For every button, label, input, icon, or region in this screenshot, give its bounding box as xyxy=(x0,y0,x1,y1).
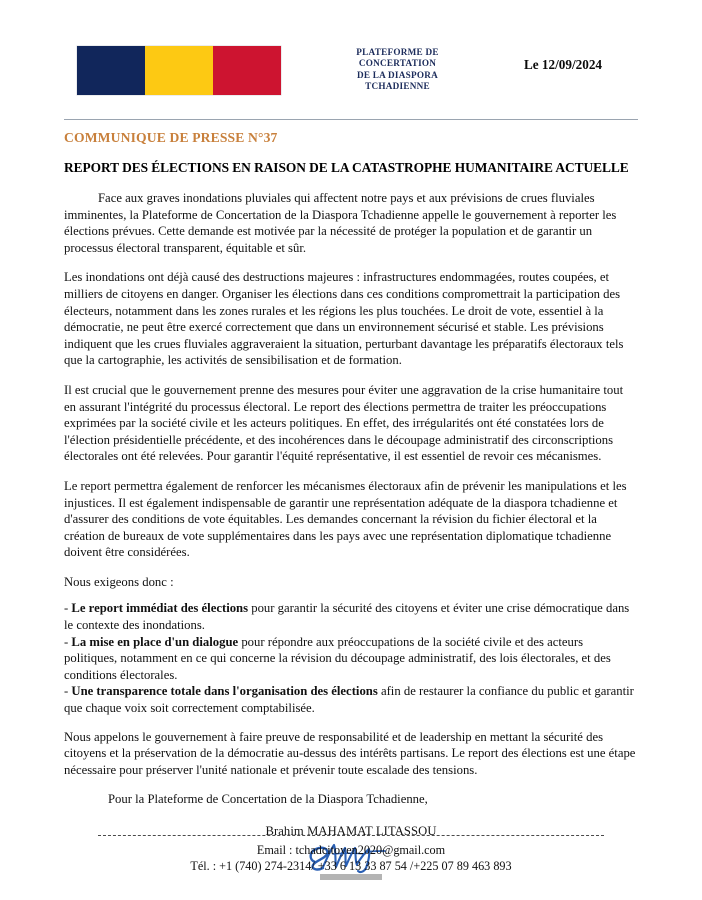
document-footer xyxy=(64,835,638,874)
footer-phone: Tél. : +1 (740) 274-2314/ +33 6 13 33 87 54 /+225 07 89 463 893 xyxy=(190,858,512,873)
header-divider xyxy=(64,119,638,120)
organization-line-2: CONCERTATION xyxy=(358,58,437,69)
page-title: REPORT DES ÉLECTIONS EN RAISON DE LA CATASTROPHE HUMANITAIRE ACTUELLE xyxy=(64,160,629,175)
date-text: Le 12/09/2024 xyxy=(523,57,603,72)
demand-dash-2: - xyxy=(64,634,72,649)
paragraph-4: Le report permettra également de renforcer les mécanismes électoraux afin de prévenir les manipulations et les injustices. Il est également indispensable de garantir une représentation adéquate de la diaspora tchadienne et d'assurer des conditions de vote équitables. Les demandes concernant la révision du fichier électoral et la création de bureaux de vote supplémentaires dans les pays avec une représentation diplomatique tchadienne doivent être considérées. xyxy=(64,478,627,560)
paragraph-3: Il est crucial que le gouvernement prenne des mesures pour éviter une aggravation de la crise humanitaire tout en assurant l'intégrité du processus électoral. Le report des élections permettra de traiter les préoccupations exprimées par la société civile et les acteurs politiques. En effet, des irrégularités ont été constatées lors de l'élection présidentielle précédente, et des incohérences dans le découpage administratif des circonscriptions électorales ont été relevées. Pour garantir l'équité représentative, il est essentiel de revoir ces mécanismes. xyxy=(64,382,624,464)
demand-item-2 xyxy=(64,634,638,684)
flag-stripe-blue xyxy=(77,46,145,95)
organization-name xyxy=(281,46,488,93)
demand-bold-3: Une transparence totale dans l'organisation des élections xyxy=(71,684,378,699)
demand-bold-1: Le report immédiat des élections xyxy=(71,601,249,616)
document-header xyxy=(64,0,638,108)
demand-dash-1: - xyxy=(64,601,72,616)
demand-rest-2: pour répondre aux préoccupations de la société civile et des acteurs politiques, notamment en ce qui concerne la révision du découpage administratif, des lois électorales, et des conditions électorales. xyxy=(64,634,611,682)
press-release-number: COMMUNIQUE DE PRESSE N°37 xyxy=(64,130,278,145)
closing-line: Pour la Plateforme de Concertation de la Diaspora Tchadienne, xyxy=(108,792,428,807)
organization-line-3: DE LA DIASPORA xyxy=(356,69,439,80)
footer-divider xyxy=(98,835,604,837)
organization-line-4: TCHADIENNE xyxy=(365,81,430,92)
paragraph-2: Les inondations ont déjà causé des destructions majeures : infrastructures endommagées, routes coupées, et milliers de citoyens en danger. Organiser les élections dans ces conditions compromettrait la participation des électeurs, notamment dans les zones rurales et les régions les plus touchées. Le droit de vote, essentiel à la démocratie, ne peut être exercé correctement que dans un environnement sécurisé et stable. Les prévisions indiquent que les crues fluviales aggraveraient la situation, perturbant davantage les préparatifs électoraux tels que la cartographie, les activités de sensibilisation et de formation. xyxy=(64,270,624,368)
demands-intro: Nous exigeons donc : xyxy=(64,574,174,589)
demands-list xyxy=(64,600,638,716)
chad-flag-icon xyxy=(77,46,281,95)
paragraph-1: Face aux graves inondations pluviales qui affectent notre pays et aux prévisions de crues fluviales imminentes, la Plateforme de Concertation de la Diaspora Tchadienne appelle le gouvernement à reporter les élections prévues. Cette demande est motivée par la nécessité de protéger la population et de garantir un processus électoral transparent, équitable et sûr. xyxy=(64,191,617,255)
demand-rest-3: afin de restaurer la confiance du public et garantir que chaque voix soit correctement comptabilisée. xyxy=(64,684,634,716)
flag-stripe-yellow xyxy=(145,46,213,95)
signer-name: Brahim MAHAMAT LITASSOU xyxy=(265,824,437,838)
demand-rest-1: pour garantir la sécurité des citoyens et éviter une crise démocratique dans le contexte des inondations. xyxy=(64,601,630,633)
demand-item-1 xyxy=(64,600,638,633)
organization-line-1: PLATEFORME DE xyxy=(356,47,439,57)
demand-dash-3: - xyxy=(64,684,72,699)
document-body xyxy=(64,190,638,808)
flag-stripe-red xyxy=(213,46,281,95)
paragraph-5: Nous appelons le gouvernement à faire preuve de responsabilité et de leadership en mettant la sécurité des citoyens et la préservation de la démocratie au-dessus des intérêts partisans. Le report des élections est une étape nécessaire pour préserver l'unité nationale et prévenir toute escalade des tensions. xyxy=(64,729,636,777)
demand-bold-2: La mise en place d'un dialogue xyxy=(71,634,239,649)
footer-email: Email : tchadcitoyen2020@gmail.com xyxy=(256,842,446,857)
document-date xyxy=(488,46,638,73)
demand-item-3 xyxy=(64,683,638,716)
signature-shadow-bar xyxy=(320,874,382,880)
